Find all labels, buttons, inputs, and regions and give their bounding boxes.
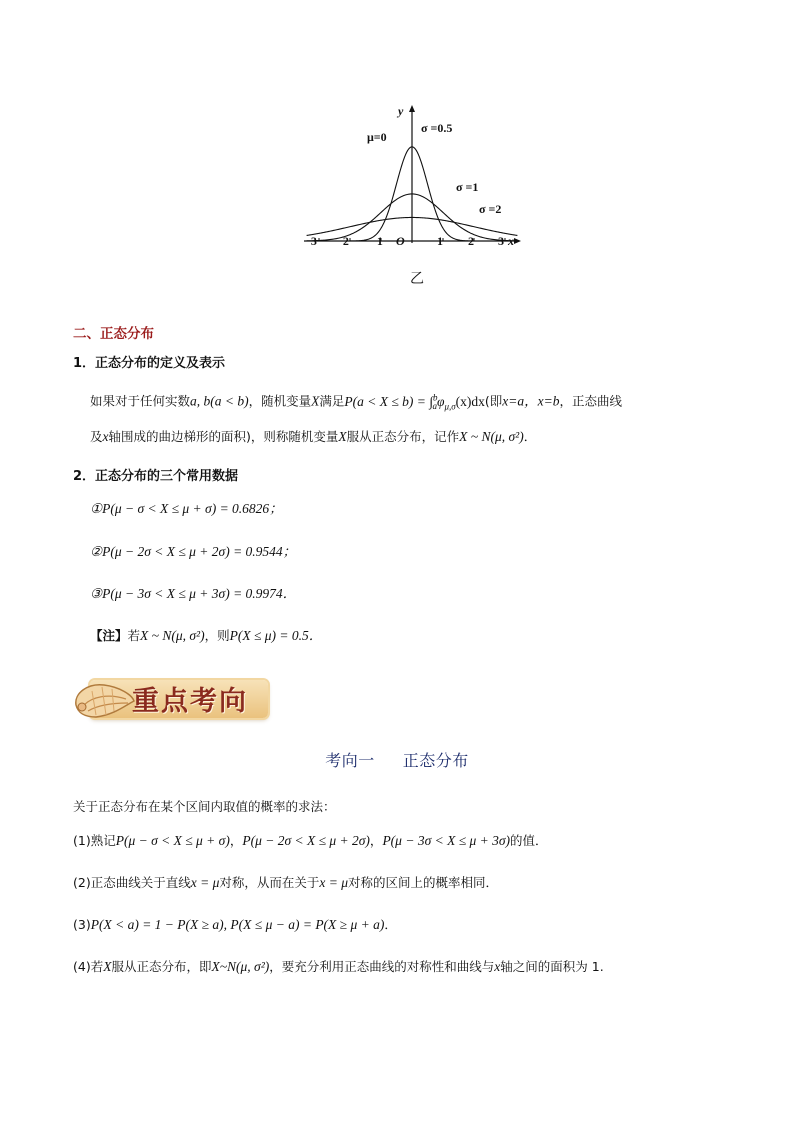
x-tick-label: 2 — [468, 234, 474, 248]
figure-caption: 乙 — [410, 271, 424, 287]
x-tick-label: −1 — [370, 234, 383, 248]
x-tick-label: −2 — [336, 234, 349, 248]
probability-item-3: ③P(μ − 3σ < X ≤ μ + 3σ) = 0.9974． — [90, 586, 297, 601]
method-line-4: (4)若X服从正态分布，即X~N(μ, σ²)，要充分利用正态曲线的对称性和曲线与x轴之间的面积为 1. — [73, 959, 604, 974]
curve-label-sigma-1: σ =1 — [456, 180, 479, 194]
x-tick-label: −3 — [304, 234, 317, 248]
subsection-title-2: 2．正态分布的三个常用数据 — [73, 469, 239, 484]
intro-line: 关于正态分布在某个区间内取值的概率的求法： — [73, 799, 336, 814]
conch-shell-icon — [70, 675, 140, 723]
method-line-3: (3)P(X < a) = 1 − P(X ≥ a), P(X ≤ μ − a) = P(X ≥ μ + a)． — [73, 917, 397, 932]
normal-curves-svg — [300, 100, 530, 295]
probability-item-2: ②P(μ − 2σ < X ≤ μ + 2σ) = 0.9544； — [90, 544, 297, 559]
normal-curves-figure — [300, 100, 530, 295]
note-tag: 【注】 — [90, 628, 128, 643]
topic-part-2: 正态分布 — [402, 751, 469, 770]
x-tick-label: 3 — [498, 234, 504, 248]
section-title: 二、正态分布 — [73, 326, 154, 342]
probability-item-1: ①P(μ − σ < X ≤ μ + σ) = 0.6826； — [90, 501, 283, 516]
x-axis-label: x — [508, 234, 514, 248]
curve-label-sigma-0-5: σ =0.5 — [421, 121, 453, 135]
subsection-title-1: 1．正态分布的定义及表示 — [73, 356, 226, 371]
banner-title: 重点考向 — [132, 686, 248, 717]
definition-line-2: 及x轴围成的曲边梯形的面积)，则称随机变量X服从正态分布，记作X ~ N(μ, σ²)． — [90, 429, 537, 444]
curve-label-sigma-2: σ =2 — [479, 202, 502, 216]
key-topics-banner — [70, 675, 270, 723]
y-axis-label: y — [398, 104, 404, 118]
definition-line-1: 如果对于任何实数a, b(a < b)，随机变量X满足$P(a < X \le b) = \int^b_a\varphi_{\mu,\sigma}(x)dx$(即x=a，x=b，正态曲线 — [90, 392, 623, 412]
method-line-1: (1)熟记P(μ − σ < X ≤ μ + σ)，P(μ − 2σ < X ≤ μ + 2σ)，P(μ − 3σ < X ≤ μ + 3σ)的值． — [73, 833, 548, 848]
method-line-2: (2)正态曲线关于直线x = μ对称，从而在关于x = μ对称的区间上的概率相同． — [73, 875, 499, 890]
note-line: 【注】若X ~ N(μ, σ²)，则P(X ≤ μ) = 0.5． — [90, 628, 323, 643]
topic-part-1: 考向一 — [325, 751, 375, 770]
origin-label: O — [396, 234, 405, 248]
y-axis-arrow — [409, 105, 415, 112]
x-tick-label: 1 — [437, 234, 443, 248]
topic-heading — [0, 748, 794, 771]
mu-label: μ=0 — [367, 130, 387, 144]
